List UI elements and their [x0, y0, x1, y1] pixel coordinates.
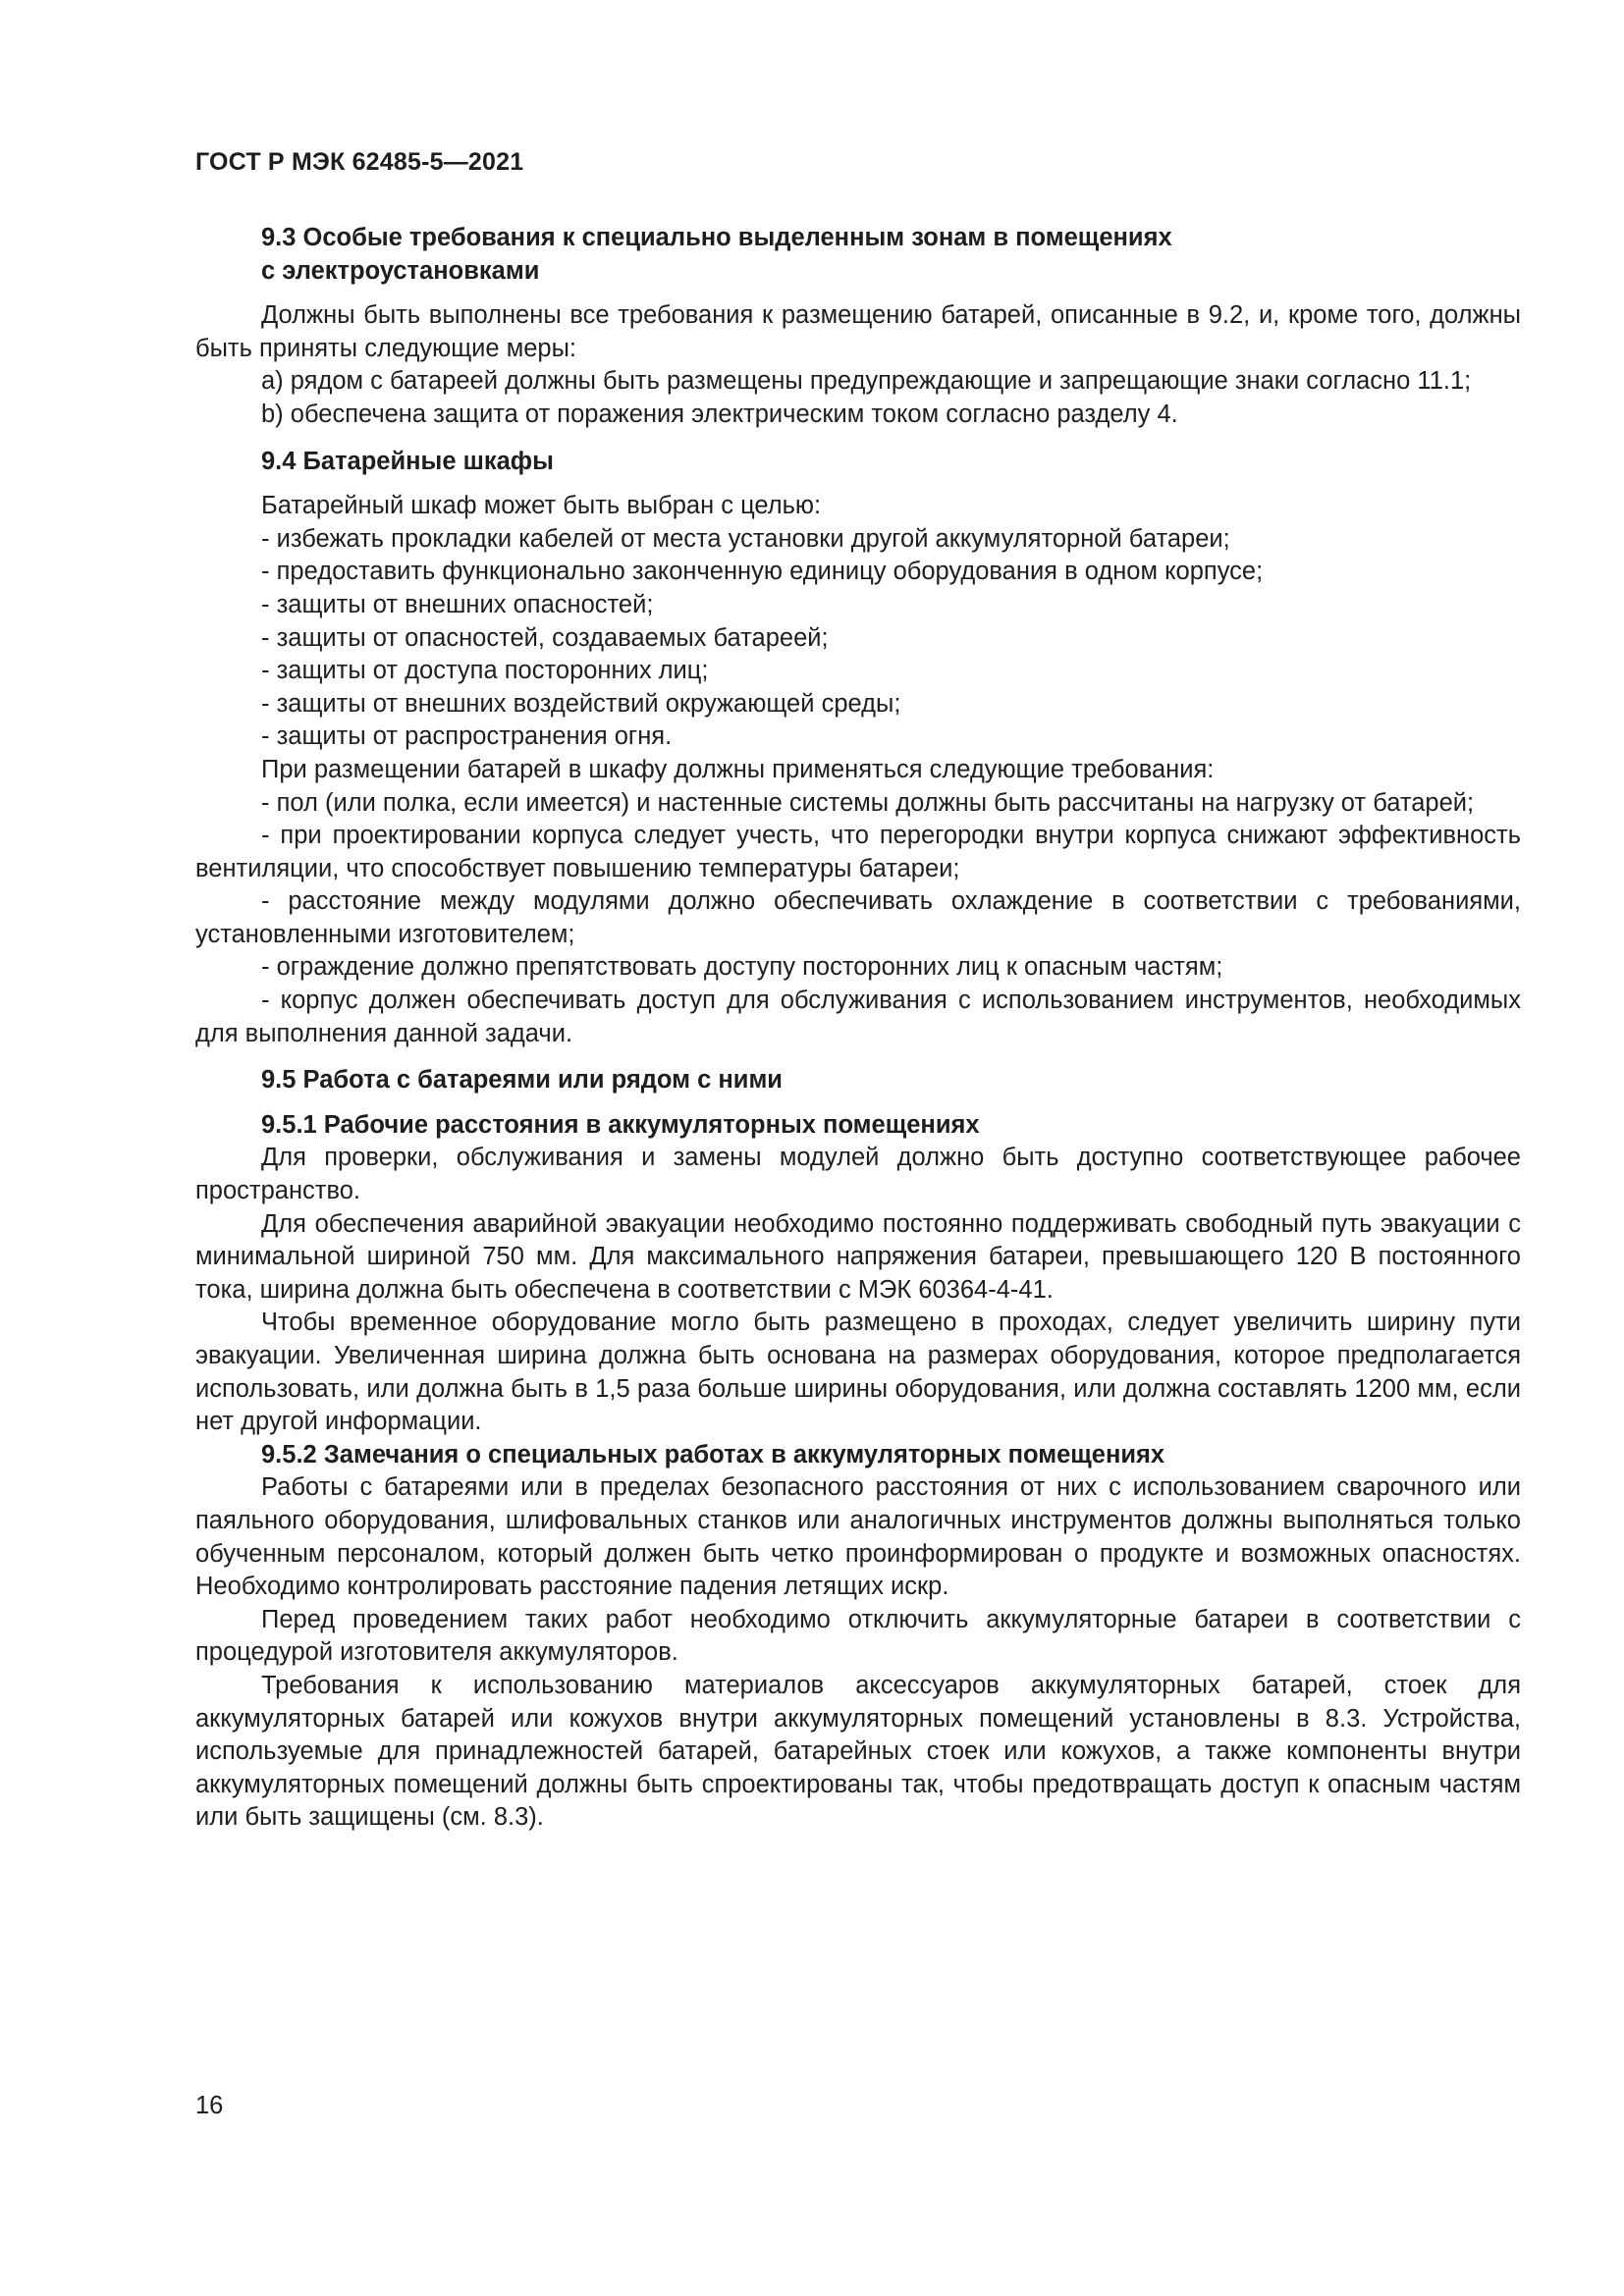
- section-9-4-intro: Батарейный шкаф может быть выбран с целью:: [261, 492, 822, 520]
- section-9-3-intro: Должны быть выполнены все требования к размещению батарей, описанные в 9.2, и, кроме того, должны быть приняты следующие меры:: [195, 301, 1521, 362]
- requirement-item: - при проектировании корпуса следует учесть, что перегородки внутри корпуса снижают эффективность вентиляции, что способствует повышению температуры батареи;: [195, 822, 1521, 882]
- section-9-3-title-line2: с электроустановками: [261, 256, 540, 285]
- section-9-4-requirements-intro: При размещении батарей в шкафу должны применяться следующие требования:: [261, 755, 1215, 783]
- purpose-item: - защиты от внешних опасностей;: [261, 590, 654, 618]
- requirement-item: - корпус должен обеспечивать доступ для обслуживания с использованием инструментов, необходимых для выполнения данной задачи.: [195, 987, 1521, 1047]
- section-9-3-title: [195, 222, 1521, 288]
- section-9-3-title-line1: 9.3 Особые требования к специально выделенным зонам в помещениях: [261, 224, 1172, 251]
- requirement-item: - ограждение должно препятствовать доступу посторонних лиц к опасным частям;: [261, 953, 1223, 982]
- purpose-item: - защиты от распространения огня.: [261, 722, 673, 751]
- paragraph: Требования к использованию материалов аксессуаров аккумуляторных батарей, стоек для аккумуляторных батарей или кожухов внутри аккумуляторных помещений установлены в 8.3. Устройства, используемые для принадлежностей батарей, батарейных стоек или кожухов, а также компоненты внутри аккумуляторных помещений должны быть спроектированы так, чтобы предотвращать доступ к опасным частям или быть защищены (см. 8.3).: [195, 1671, 1521, 1832]
- page-number: 16: [195, 2092, 224, 2119]
- purpose-item: - защиты от опасностей, создаваемых батареей;: [261, 623, 829, 652]
- purpose-item: - защиты от доступа посторонних лиц;: [261, 657, 709, 685]
- standard-header: ГОСТ Р МЭК 62485-5—2021: [195, 148, 524, 176]
- paragraph: Чтобы временное оборудование могло быть размещено в проходах, следует увеличить ширину пути эвакуации. Увеличенная ширина должна быть основана на размерах оборудования, которое предполагается использовать, или должна быть в 1,5 раза больше ширины оборудования, или должна составлять 1200 мм, если нет другой информации.: [195, 1308, 1521, 1436]
- paragraph: Работы с батареями или в пределах безопасного расстояния от них с использованием сварочного или паяльного оборудования, шлифовальных станков или аналогичных инструментов должны выполняться только обученным персоналом, который должен быть четко проинформирован о продукте и возможных опасностях. Необходимо контролировать расстояние падения летящих искр.: [195, 1473, 1521, 1601]
- page-content: [195, 222, 1521, 1835]
- requirement-item: - расстояние между модулями должно обеспечивать охлаждение в соответствии с требованиями, установленными изготовителем;: [195, 887, 1521, 948]
- paragraph: Для обеспечения аварийной эвакуации необходимо постоянно поддерживать свободный путь эвакуации с минимальной шириной 750 мм. Для максимального напряжения батареи, превышающего 120 В постоянного тока, ширина должна быть обеспечена в соответствии с МЭК 60364-4-41.: [195, 1209, 1521, 1304]
- section-9-5-2-title: 9.5.2 Замечания о специальных работах в аккумуляторных помещениях: [261, 1440, 1165, 1468]
- purpose-item: - избежать прокладки кабелей от места установки другой аккумуляторной батареи;: [261, 524, 1230, 553]
- section-9-5-title: 9.5 Работа с батареями или рядом с ними: [261, 1066, 783, 1095]
- purpose-item: - предоставить функционально законченную единицу оборудования в одном корпусе;: [261, 558, 1264, 586]
- section-9-4-title: 9.4 Батарейные шкафы: [261, 447, 554, 475]
- requirement-item: - пол (или полка, если имеется) и настенные системы должны быть рассчитаны на нагрузку от батарей;: [261, 788, 1475, 817]
- section-9-5-1-title: 9.5.1 Рабочие расстояния в аккумуляторных помещениях: [261, 1110, 980, 1139]
- purpose-item: - защиты от внешних воздействий окружающей среды;: [261, 689, 901, 718]
- section-9-3-item-a: a) рядом с батареей должны быть размещены предупреждающие и запрещающие знаки согласно 11.1;: [261, 367, 1472, 396]
- paragraph: Перед проведением таких работ необходимо отключить аккумуляторные батареи в соответствии с процедурой изготовителя аккумуляторов.: [195, 1605, 1521, 1667]
- paragraph: Для проверки, обслуживания и замены модулей должно быть доступно соответствующее рабочее пространство.: [195, 1144, 1521, 1205]
- section-9-3-item-b: b) обеспечена защита от поражения электрическим током согласно разделу 4.: [261, 400, 1178, 428]
